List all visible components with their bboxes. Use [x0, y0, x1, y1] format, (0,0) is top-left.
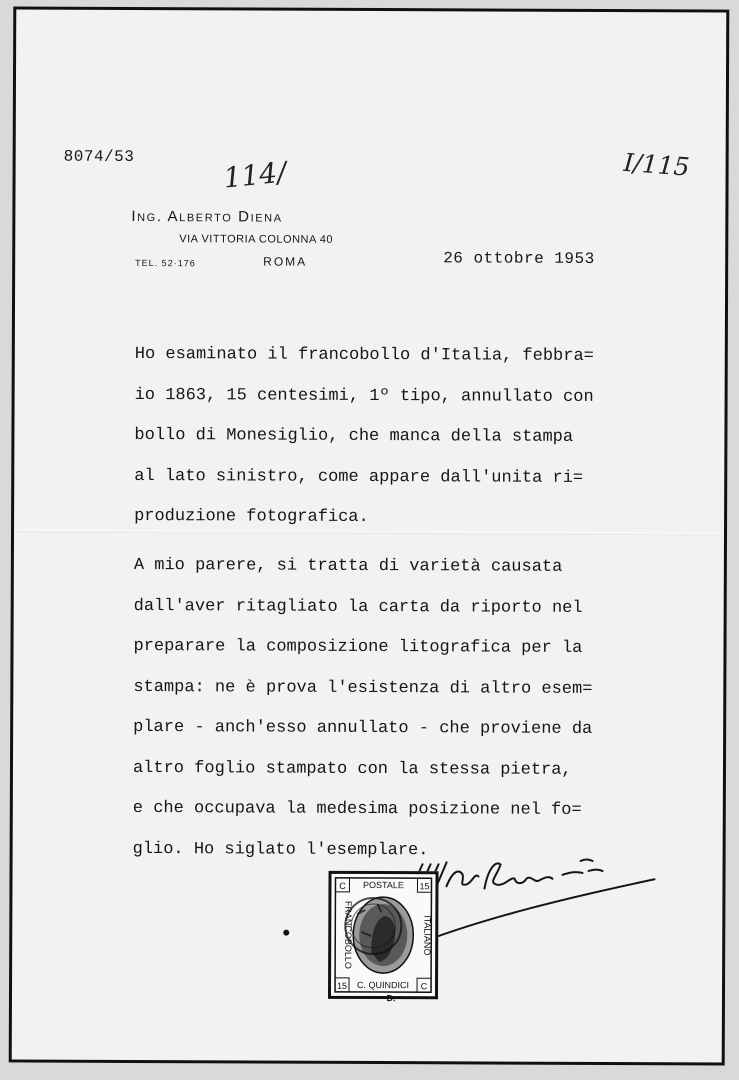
paragraph-opinion [133, 546, 593, 872]
letterhead [131, 207, 334, 269]
text-line: e che occupava la medesima posizione nel fo= [132, 798, 582, 820]
reference-number: 8074/53 [63, 147, 135, 166]
handwritten-number: 114/ [222, 155, 288, 195]
paragraph-examination [134, 335, 594, 540]
stamp-corner-label: 15 [337, 980, 348, 991]
text-line: bollo di Monesiglio, che manca della stampa [134, 425, 574, 447]
text-line: altro foglio stampato con la stessa pietra, [132, 758, 572, 780]
text-line: Ho esaminato il francobollo d'Italia, febbra= [134, 344, 594, 366]
certificate-sheet [9, 6, 730, 1065]
text-line: al lato sinistro, come appare dall'unita ri= [134, 466, 584, 488]
text-line: preparare la composizione litografica per la [133, 636, 583, 658]
text-line: io 1863, 15 centesimi, 1º tipo, annullato con [134, 385, 594, 407]
stamp-corner-label: 15 [419, 881, 430, 892]
text-line: glio. Ho siglato l'esemplare. [132, 839, 429, 860]
letterhead-street: VIA VITTORIA COLONNA 40 [179, 233, 334, 246]
handwritten-inventory-number: I/115 [622, 147, 691, 182]
text-line: A mio parere, si tratta di varietà causata [133, 555, 563, 577]
ink-dot [283, 930, 289, 936]
text-line: plare - anch'esso annullato - che proviene da [133, 717, 593, 739]
letterhead-telephone: TEL. 52·176 [135, 257, 196, 269]
stamp-photo [328, 871, 439, 1004]
stamp-corner-label: C [420, 981, 428, 992]
text-line: stampa: ne è prova l'esistenza di altro esem= [133, 677, 593, 699]
stamp-bottom-label: C. QUINDICI [357, 979, 410, 991]
letterhead-name: Ing. Alberto Diena [131, 207, 283, 226]
letter-date: 26 ottobre 1953 [443, 249, 595, 268]
stamp-right-label: ITALIANO [422, 915, 433, 956]
postmark-letter: D. [386, 993, 396, 1004]
text-line: dall'aver ritagliato la carta da riporto nel [133, 596, 583, 618]
stamp-left-label: FRANCOBOLLO [343, 900, 354, 969]
letterhead-city: ROMA [263, 254, 308, 269]
stamp-corner-label: C [339, 880, 346, 891]
text-line: produzione fotografica. [134, 506, 369, 527]
stamp-top-label: POSTALE [363, 879, 404, 891]
